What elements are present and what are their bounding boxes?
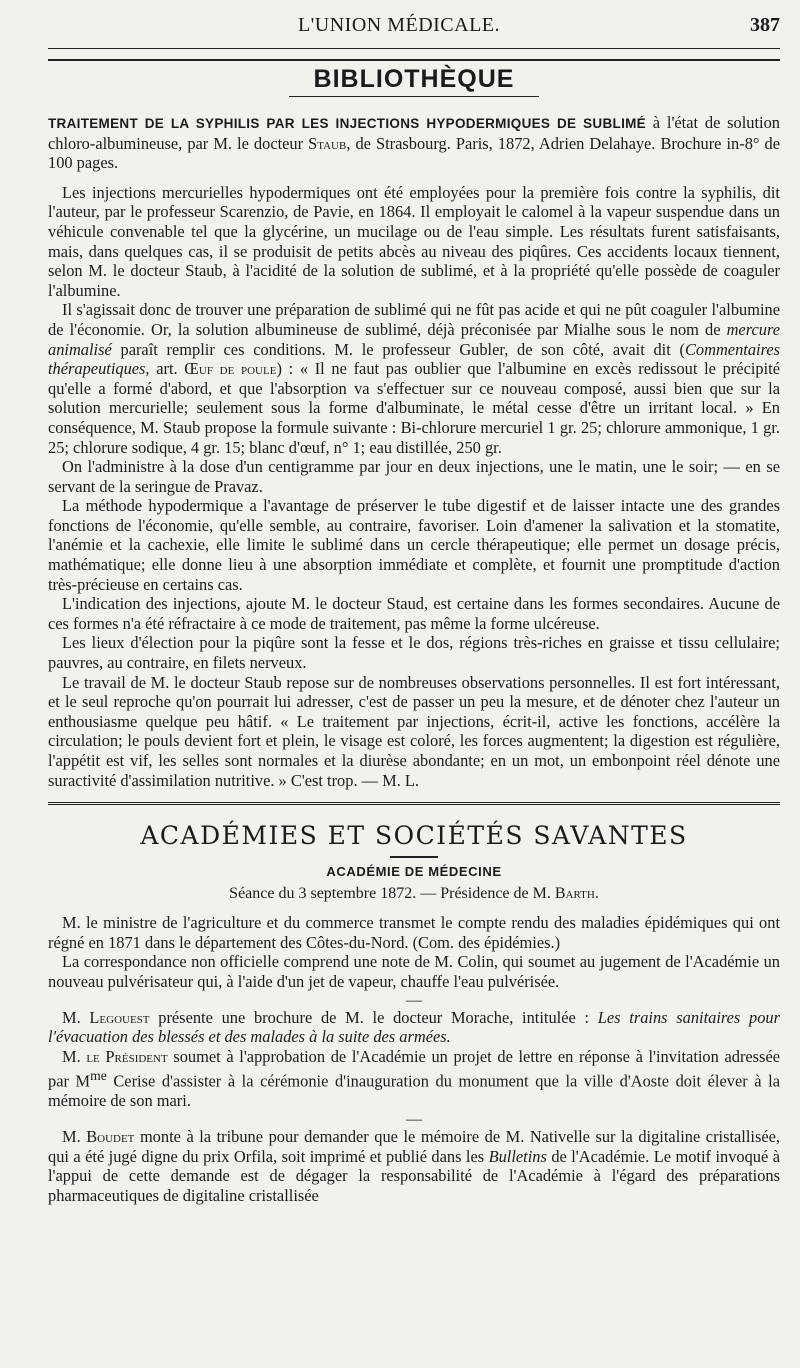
review-paragraph-6: Les lieux d'élection pour la piqûre sont la fesse et le dos, régions très-riches en graisse et tissu cellulaire; pauvres, au contraire, en filets nerveux. (48, 633, 780, 673)
minutes-paragraph-2: La correspondance non officielle comprend une note de M. Colin, qui soumet au jugement de l'Académie un nouveau pulvérisateur qui, à l'aide d'un jet de vapeur, chauffe l'eau pulvérisée. (48, 952, 780, 991)
page-number: 387 (750, 14, 780, 36)
session-end: . (594, 885, 599, 903)
minutes-paragraph-1: M. le ministre de l'agriculture et du commerce transmet le compte rendu des maladies épidémiques qui ont régné en 1871 dans le département des Côtes-du-Nord. (Com. des épidémies.) (48, 913, 780, 952)
academies-underline (390, 856, 438, 858)
separator-dash-2: — (406, 1111, 422, 1128)
p5-text-a: monte à la tribune pour demander que le mémoire de M. Nativelle sur la digitaline cristallisée, qui a été jugé digne du prix Orfila, soit imprimé et publié dans les (48, 1127, 780, 1166)
book-details-1: à l'état de solution chloro-albumineuse, par M. le docteur (48, 113, 780, 153)
header-rule (48, 59, 780, 61)
review-paragraph-3: On l'administre à la dose d'un centigramme par jour en deux injections, une le matin, une le soir; — en se servant de la seringue de Pravaz. (48, 457, 780, 496)
section-title-bibliotheque: BIBLIOTHÈQUE (313, 65, 515, 93)
section-divider (48, 802, 780, 805)
minutes-paragraph-3 (48, 1008, 780, 1047)
minutes-paragraph-4 (48, 1047, 780, 1111)
p5-italic-bulletins: Bulletins (488, 1146, 547, 1166)
p5-text-b: de l'Académie. Le motif invoqué à l'appui de cette demande est de dégager la responsabilité de l'Académie à l'égard des préparations pharmaceutiques de digitaline cristallisée (48, 1146, 780, 1205)
p4-text-a: soumet à l'approbation de l'Académie un projet de lettre en réponse à l'invitation adressée par M (48, 1046, 780, 1091)
p2-italic-commentaires: Commentaires thérapeutiques, (48, 339, 780, 379)
p2-italic-mercure: mercure animalisé (48, 319, 780, 359)
title-underline (289, 96, 539, 97)
book-reference (48, 113, 780, 173)
p2-text-c: paraît remplir ces conditions. M. le professeur Gubler, de son côté, avait dit ( (111, 339, 685, 359)
book-author: Staub (308, 133, 347, 153)
review-paragraph-2 (48, 300, 780, 457)
section-title-academies: ACADÉMIES ET SOCIÉTÉS SAVANTES (140, 821, 688, 851)
session-line (48, 885, 780, 903)
spacer (48, 173, 780, 183)
subsection-title: ACADÉMIE DE MÉDECINE (326, 864, 502, 880)
speaker-legouest: M. Legouest (62, 1007, 150, 1027)
journal-title: L'UNION MÉDICALE. (297, 14, 501, 36)
review-paragraph-1: Les injections mercurielles hypodermiques ont été employées pour la première fois contre la syphilis, dit l'auteur, par le professeur Scarenzio, de Pavie, en 1864. Il employait le calomel à la vapeur suspendue dans un véhicule convenable tel que la glycérine, un mucilage ou de l'eau simple. Les résultats furent satisfaisants, mais, dans quelques cas, il se produisit de petits abcès au niveau des piqûres. Ces accidents locaux tiennent, selon M. le docteur Staub, à l'acidité de la solution de sublimé, et à la propriété qu'elle possède de coaguler l'albumine. (48, 182, 780, 300)
p2-smallcaps-oeuf: Œuf de poule (184, 359, 277, 379)
p2-text-g: ) : « Il ne faut pas oublier que l'albumine en excès redissout le précipité qu'elle a formé d'abord, et que l'absorption va s'effectuer sur ce nouveau composé, aussi bien que sur la solution mercurielle; seulement sous la forme d'albuminate, le métal cesse d'être un irritant local. » En conséquence, M. Staub propose la formule suivante : Bi-chlorure mercuriel 1 gr. 25; chlorure ammonique, 1 gr. 25; chlorure sodique, 4 gr. 15; blanc d'œuf, n° 1; eau distillée, 250 gr. (48, 359, 780, 457)
speaker-boudet: M. Boudet (62, 1127, 135, 1146)
p2-text-a: Il s'agissait donc de trouver une préparation de sublimé qui ne fût pas acide et qui ne pût coaguler l'albumine de l'économie. Or, la solution albumineuse de sublimé, déjà préconisée par Mialhe sous le nom de (48, 300, 780, 339)
session-text: Séance du 3 septembre 1872. — Présidence de M. (229, 885, 555, 903)
review-paragraph-5: L'indication des injections, ajoute M. le docteur Staud, est certaine dans les formes secondaires. Aucune de ces formes n'a été réfractaire à ce mode de traitement, pas même la forme ulcéreuse. (48, 594, 780, 633)
book-title: TRAITEMENT DE LA SYPHILIS PAR LES INJECTIONS HYPODERMIQUES DE SUBLIMÉ (48, 116, 646, 131)
spacer (48, 903, 780, 913)
separator-dash: — (406, 991, 422, 1009)
p3-italic-title: Les trains sanitaires pour l'évacuation des blessés et des malades à la suite des armées. (48, 1007, 781, 1047)
book-details-2: , de Strasbourg. Paris, 1872, Adrien Delahaye. Brochure in-8° de 100 pages. (48, 133, 780, 173)
minutes-paragraph-5 (48, 1127, 780, 1205)
p2-text-e: art. (149, 359, 185, 379)
p4-superscript: me (90, 1068, 107, 1084)
running-header (48, 14, 780, 49)
president-name: Barth (554, 885, 595, 903)
speaker-president: M. le Président (62, 1046, 168, 1066)
review-paragraph-7: Le travail de M. le docteur Staub repose sur de nombreuses observations personnelles. Il est fort intéressant, et le seul reproche qu'on pourrait lui adresser, c'est de passer un peu la mesure, et de dénoter chez l'auteur un enthousiasme quelque peu hâtif. « Le traitement par injections, écrit-il, active les fonctions, accélère la circulation; le pouls devient fort et plein, le visage est coloré, les forces augmentent; la digestion est régulière, l'appétit est vif, les selles sont normales et la diurèse abondante; en un mot, un embonpoint réel dénote une suractivité d'assimilation nutritive. » C'est trop. — M. L. (48, 672, 780, 790)
review-paragraph-4: La méthode hypodermique a l'avantage de préserver le tube digestif et de laisser intacte une des grandes fonctions de l'économie, qu'elle semble, au contraire, favoriser. Loin d'amener la salivation et la stomatite, l'anémie et la cachexie, elle limite le sublimé dans un cercle thérapeutique; elle permet un dosage précis, mathématique; elle donne lieu à une absorption immédiate et complète, et fournit une promptitude d'action très-précieuse en certains cas. (48, 496, 780, 594)
p4-text-b: Cerise d'assister à la cérémonie d'inauguration du monument que la ville d'Aoste doit élever à la mémoire de son mari. (48, 1071, 780, 1111)
p3-text: présente une brochure de M. le docteur Morache, intitulée : (149, 1007, 598, 1027)
